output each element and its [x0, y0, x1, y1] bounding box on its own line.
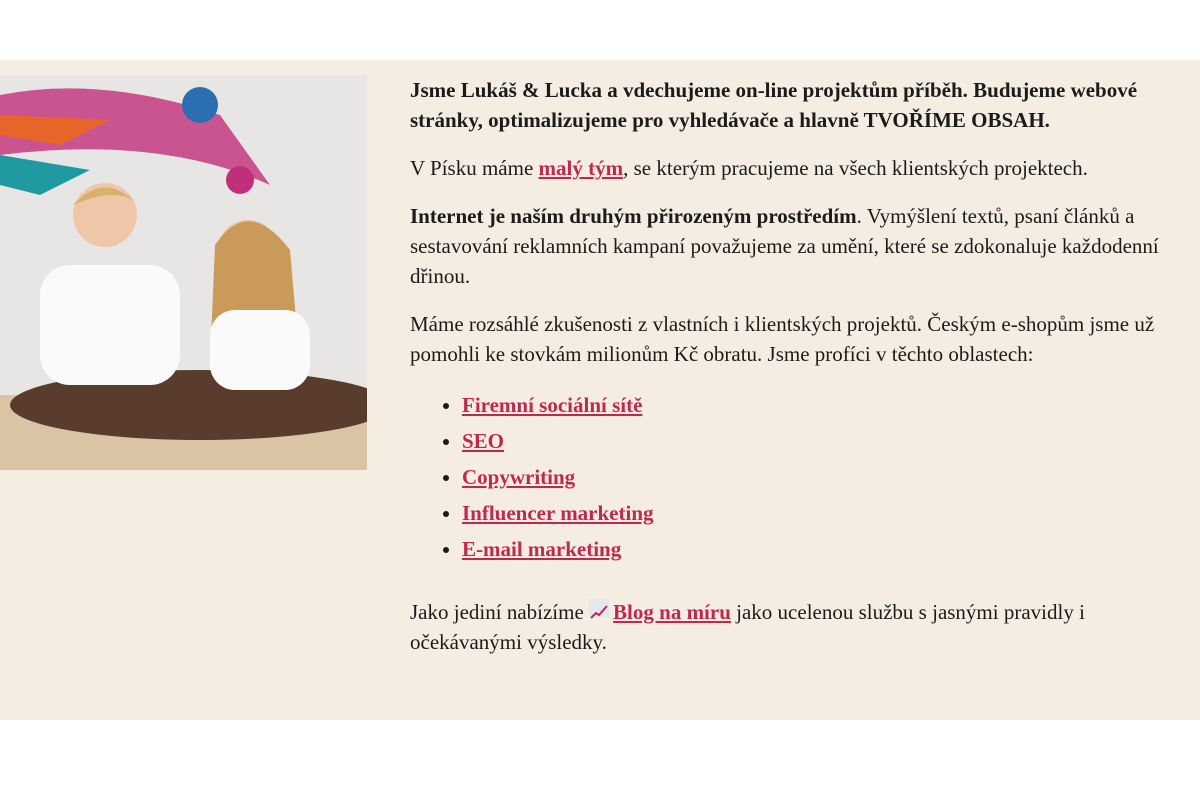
text: . Vymýšlení textů, psaní článků a sestavování reklamních kampaní považujeme za umění, které se zdokonaluje každodenní dřinou. — [410, 204, 1159, 288]
chart-increasing-icon — [589, 599, 609, 617]
team-link[interactable]: malý tým — [538, 156, 624, 180]
text: , se kterým pracujeme na všech klientských projektech. — [623, 156, 1088, 180]
text: jako ucelenou službu s jasnými pravidly i očekávanými výsledky. — [410, 600, 1085, 654]
service-link-social[interactable]: Firemní sociální sítě — [462, 393, 643, 417]
team-photo — [0, 75, 367, 470]
blog-paragraph — [410, 597, 1190, 657]
service-link-email[interactable]: E-mail marketing — [462, 537, 622, 561]
list-item — [462, 423, 1190, 459]
text: V Písku máme — [410, 156, 539, 180]
intro-heading: Jsme Lukáš & Lucka a vdechujeme on-line projektům příběh. Budujeme webové stránky, optimalizujeme pro vyhledávače a hlavně TVOŘÍME OBSAH. — [410, 78, 1138, 132]
blog-link-label: Blog na míru — [613, 600, 731, 624]
services-list — [410, 387, 1190, 567]
list-item — [462, 495, 1190, 531]
service-link-copywriting[interactable]: Copywriting — [462, 465, 576, 489]
list-item — [462, 387, 1190, 423]
service-link-seo[interactable]: SEO — [462, 429, 505, 453]
bold-text: Internet je naším druhým přirozeným prostředím — [410, 204, 857, 228]
experience-paragraph: Máme rozsáhlé zkušenosti z vlastních i klientských projektů. Českým e-shopům jsme už pomohli ke stovkám milionům Kč obratu. Jsme profíci v těchto oblastech: — [410, 312, 1155, 366]
service-link-influencer[interactable]: Influencer marketing — [462, 501, 654, 525]
blog-link[interactable] — [589, 600, 731, 624]
text: Jako jediní nabízíme — [410, 600, 590, 624]
team-paragraph — [410, 153, 1190, 183]
about-text — [410, 75, 1190, 675]
list-item — [462, 459, 1190, 495]
internet-paragraph — [410, 201, 1190, 291]
list-item — [462, 531, 1190, 567]
